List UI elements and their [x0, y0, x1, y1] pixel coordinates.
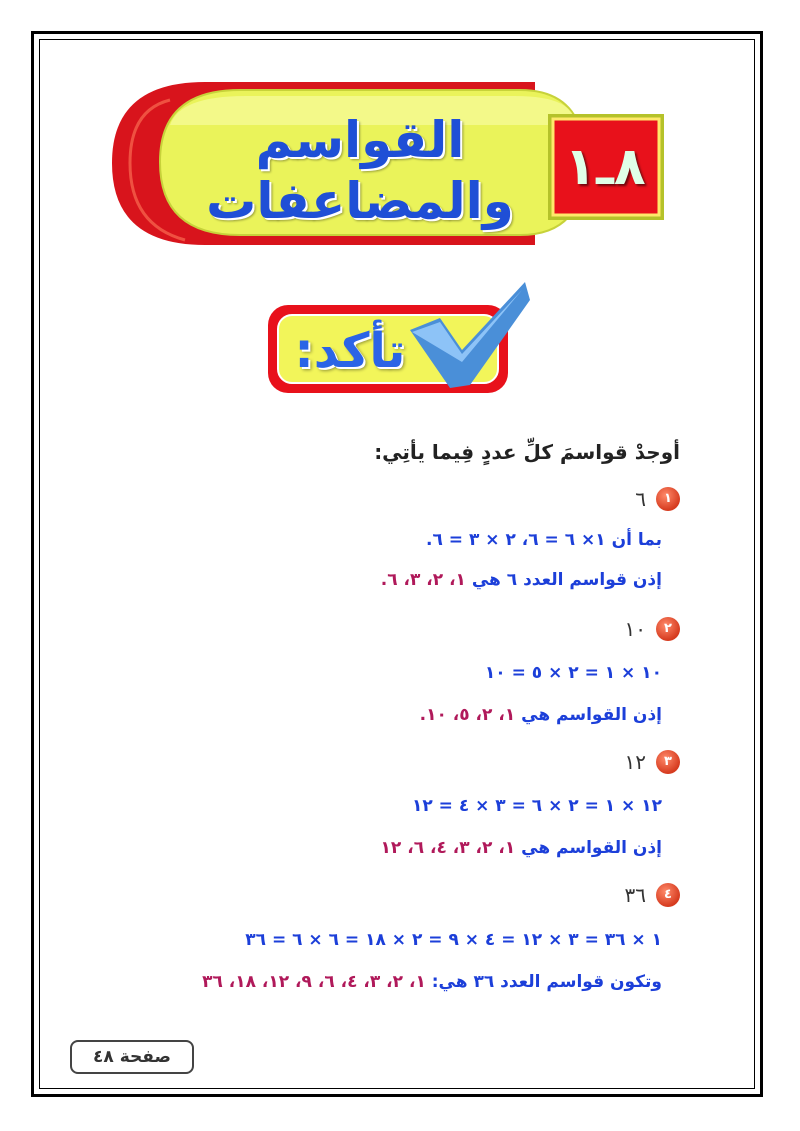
answer-prefix: إذن القواسم هي: [521, 838, 662, 858]
problem-2-work: ١٠ × ١ = ٢ × ٥ = ١٠: [484, 663, 662, 683]
problem-value: ٦: [635, 487, 646, 511]
answer-prefix: إذن القواسم هي: [521, 705, 662, 725]
problem-3-work: ١٢ × ١ = ٢ × ٦ = ٣ × ٤ = ١٢: [411, 796, 662, 816]
problem-4: [625, 883, 680, 907]
problem-1-work: بما أن ١× ٦ = ٦، ٢ × ٣ = ٦.: [426, 530, 662, 550]
problem-4-work: ١ × ٣٦ = ٣ × ١٢ = ٤ × ٩ = ٢ × ١٨ = ٦ × ٦ = ٣٦: [245, 930, 662, 950]
problem-number-badge: ٢: [656, 617, 680, 641]
problem-3: [625, 750, 680, 774]
problem-value: ١٢: [624, 750, 646, 774]
answer-values: ١، ٢، ٣، ٤، ٦، ٩، ١٢، ١٨، ٣٦: [202, 972, 426, 992]
answer-values: ١، ٢، ٥، ١٠.: [419, 705, 516, 725]
answer-prefix: إذن قواسم العدد ٦ هي: [471, 570, 662, 590]
problem-2-answer: [420, 705, 662, 725]
answer-values: ١، ٢، ٣، ٦.: [380, 570, 466, 590]
instruction-text: أوجدْ قواسمَ كلِّ عددٍ فِيما يأتِي:: [374, 440, 680, 464]
problem-1-answer: [381, 570, 662, 590]
problem-1: [635, 487, 680, 511]
problem-4-answer: [202, 972, 662, 992]
problem-value: ٣٦: [624, 883, 646, 907]
lesson-number: ٨ـ١: [564, 137, 646, 197]
problem-2: [625, 617, 680, 641]
answer-prefix: وتكون قواسم العدد ٣٦ هي:: [431, 972, 662, 992]
page-number-tag: صفحة ٤٨: [70, 1040, 194, 1074]
answer-values: ١، ٢، ٣، ٤، ٦، ١٢: [380, 838, 516, 858]
lesson-title-line2: والمضاعفات: [206, 172, 514, 230]
problem-number-badge: ٤: [656, 883, 680, 907]
problem-3-answer: [381, 838, 662, 858]
lesson-title-line1: القواسم: [255, 111, 465, 169]
problem-value: ١٠: [624, 617, 646, 641]
check-label: تأكد:: [294, 323, 406, 379]
problem-number-badge: ١: [656, 487, 680, 511]
problem-number-badge: ٣: [656, 750, 680, 774]
